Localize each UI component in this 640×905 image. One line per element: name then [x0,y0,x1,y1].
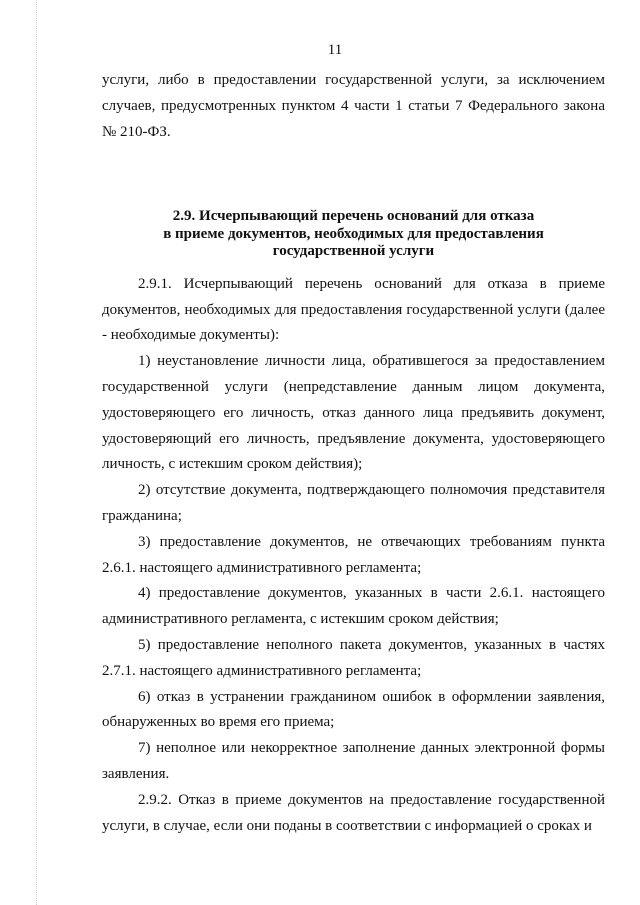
paragraph-2-9-2: 2.9.2. Отказ в приеме документов на предоставление государственной услуги, в случае, если они поданы в соответствии с информацией о сроках и [102,791,605,834]
section-heading-line-2: в приеме документов, необходимых для предоставления [163,225,544,242]
paragraph-2-9-1: 2.9.1. Исчерпывающий перечень оснований для отказа в приеме документов, необходимых для предоставления государственной услуги (далее - необходимые документы): [102,275,605,344]
list-item-5: 5) предоставление неполного пакета документов, указанных в частях 2.7.1. настоящего административного регламента; [102,637,605,679]
list-item-7: 7) неполное или некорректное заполнение данных электронной формы заявления. [102,740,605,783]
section-heading [102,208,605,261]
scan-edge-line [36,0,37,905]
document-body [102,68,605,839]
page-number: 11 [327,42,343,58]
section-heading-line-3: государственной услуги [272,243,435,260]
section-heading-line-1: 2.9. Исчерпывающий перечень оснований для отказа [172,208,535,225]
list-item-3: 3) предоставление документов, не отвечающих требованиям пункта 2.6.1. настоящего административного регламента; [102,533,605,576]
list-item-6: 6) отказ в устранении гражданином ошибок в оформлении заявления, обнаруженных во время его приема; [102,688,605,731]
list-item-1: 1) неустановление личности лица, обратившегося за предоставлением государственной услуги (непредставление данным лицом документа, удостоверяющего его личность, отказ данного лица предъявить документ, удостоверяющий его личность, предъявление документа, удостоверяющего личность, с истекшим сроком действия); [102,353,605,473]
list-item-2: 2) отсутствие документа, подтверждающего полномочия представителя гражданина; [102,482,605,525]
list-item-4: 4) предоставление документов, указанных в части 2.6.1. настоящего административного регламента, с истекшим сроком действия; [102,585,605,628]
intro-paragraph: услуги, либо в предоставлении государственной услуги, за исключением случаев, предусмотренных пунктом 4 части 1 статьи 7 Федерального закона № 210-ФЗ. [102,72,605,140]
